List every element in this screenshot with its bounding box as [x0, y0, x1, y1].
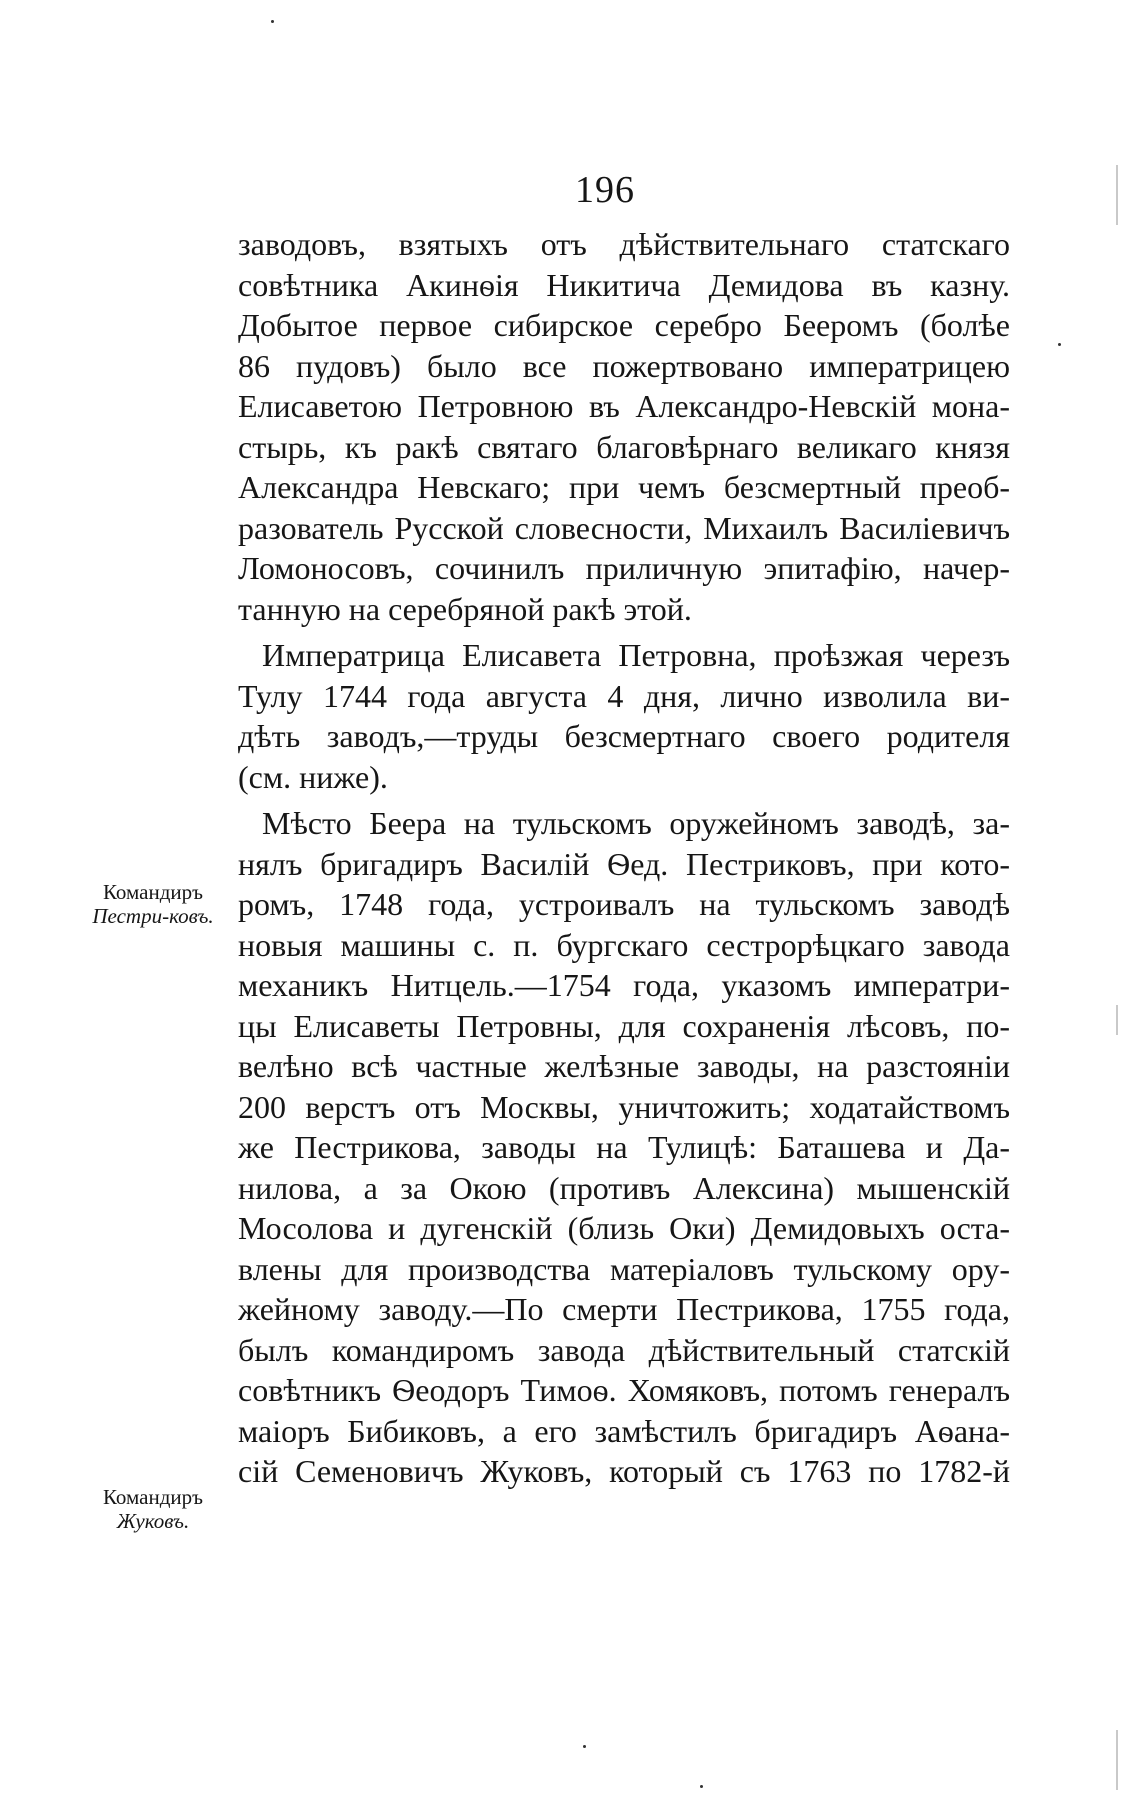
text-line: новыя машины с. п. бургскаго сестрорѣцкаго завода	[238, 926, 1010, 963]
text-line: Тулу 1744 года августа 4 дня, лично изволила ви-	[238, 677, 1010, 714]
margin-note-pestrikov	[78, 880, 228, 928]
page-number: 196	[575, 169, 635, 211]
margin-note-zhukov	[78, 1485, 228, 1533]
margin-note-name: Жуковъ.	[116, 1509, 190, 1533]
scan-speck	[1058, 343, 1061, 346]
text-line: сій Семеновичъ Жуковъ, который съ 1763 по 1782-й	[238, 1453, 1010, 1489]
text-line: нялъ бригадиръ Василій Ѳед. Пестриковъ, при кото-	[238, 845, 1010, 882]
text-line: нилова, а за Окою (противъ Алексина) мышенскій	[238, 1169, 1010, 1206]
text-line: влены для производства матеріаловъ тульскому ору-	[238, 1250, 1010, 1287]
scan-speck	[583, 1745, 586, 1748]
text-line: Елисаветою Петровною въ Александро-Невскій мона-	[238, 388, 1010, 424]
text-line: Мѣсто Беера на тульскомъ оружейномъ заводѣ, за-	[262, 805, 1010, 841]
text-line: Императрица Елисавета Петровна, проѣзжая черезъ	[262, 637, 1010, 673]
body-text	[238, 224, 1010, 1492]
text-line: былъ командиромъ завода дѣйствительный статскій	[238, 1331, 1010, 1368]
scan-speck	[700, 1785, 703, 1788]
text-line: стырь, къ ракѣ святаго благовѣрнаго великаго князя	[238, 428, 1010, 465]
text-line: дѣть заводъ,—труды безсмертнаго своего родителя	[238, 718, 1010, 754]
margin-note-label: Командиръ	[102, 1485, 204, 1509]
text-line: жейному заводу.—По смерти Пестрикова, 1755 года,	[238, 1291, 1010, 1327]
text-line: 86 пудовъ) было все пожертвовано императрицею	[238, 347, 1010, 384]
scan-edge-mark	[1116, 1005, 1118, 1035]
text-line: цы Елисаветы Петровны, для сохраненія лѣсовъ, по-	[238, 1007, 1010, 1044]
text-line: Добытое первое сибирское серебро Бееромъ (болѣе	[238, 307, 1010, 343]
scan-speck	[271, 20, 274, 23]
text-line: совѣтника Акинѳія Никитича Демидова въ казну.	[238, 266, 1010, 303]
text-line: танную на серебряной ракѣ этой.	[238, 590, 692, 627]
text-line: Ломоносовъ, сочинилъ приличную эпитафію, начер-	[238, 550, 1010, 586]
text-line: 200 верстъ отъ Москвы, уничтожить; ходатайствомъ	[238, 1088, 1010, 1125]
text-line: механикъ Нитцель.—1754 года, указомъ императри-	[238, 967, 1010, 1003]
margin-note-name: Пестри-ковъ.	[92, 904, 214, 928]
text-line: разователь Русской словесности, Михаилъ Василіевичъ	[238, 509, 1010, 546]
text-line: Мосолова и дугенскій (близь Оки) Демидовыхъ оста-	[238, 1210, 1010, 1246]
scan-edge-mark	[1116, 1730, 1118, 1790]
text-line: совѣтникъ Ѳеодоръ Тимоѳ. Хомяковъ, потомъ генералъ	[238, 1372, 1010, 1408]
text-line: маіоръ Бибиковъ, а его замѣстилъ бригадиръ Аѳана-	[238, 1412, 1010, 1449]
margin-note-label: Командиръ	[102, 880, 204, 904]
text-line: же Пестрикова, заводы на Тулицѣ: Баташева и Да-	[238, 1129, 1010, 1165]
text-line: ромъ, 1748 года, устроивалъ на тульскомъ заводѣ	[238, 886, 1010, 922]
text-line: Александра Невскаго; при чемъ безсмертный преоб-	[238, 469, 1010, 505]
scan-edge-mark	[1116, 165, 1118, 225]
text-line: велѣно всѣ частные желѣзные заводы, на разстояніи	[238, 1048, 1010, 1084]
text-line: заводовъ, взятыхъ отъ дѣйствительнаго статскаго	[238, 226, 1010, 262]
text-line: (см. ниже).	[238, 758, 388, 795]
